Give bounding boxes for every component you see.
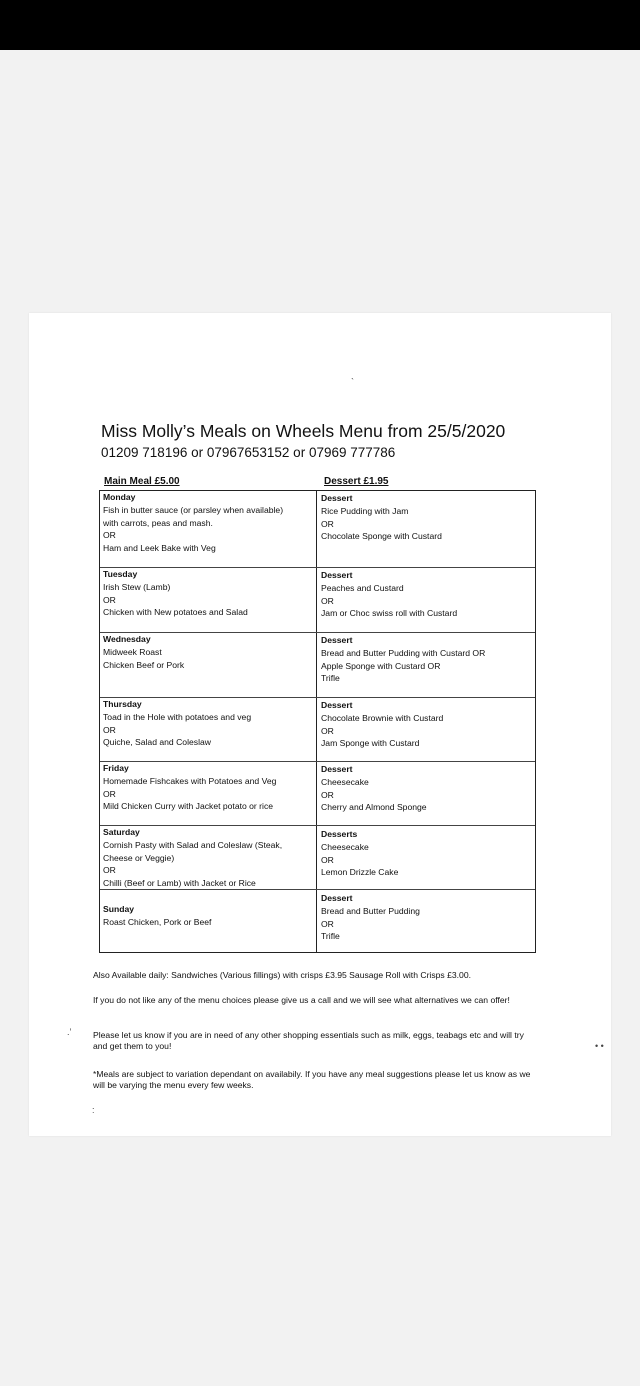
main-item: Roast Chicken, Pork or Beef — [103, 916, 212, 927]
phone-numbers: 01209 718196 or 07967653152 or 07969 777786 — [101, 445, 396, 460]
status-bar — [0, 0, 640, 50]
main-item: OR — [103, 788, 116, 799]
main-item: Chilli (Beef or Lamb) with Jacket or Rice — [103, 878, 256, 889]
day-name: Monday — [103, 492, 136, 502]
main-item: OR — [103, 594, 116, 605]
dessert-item: Chocolate Brownie with Custard — [321, 712, 444, 723]
dessert-item: Trifle — [321, 931, 340, 942]
main-item: Toad in the Hole with potatoes and veg — [103, 711, 252, 722]
dessert-item: Bread and Butter Pudding — [321, 905, 420, 916]
scan-speck: .’ — [67, 1027, 72, 1037]
dessert-title: Dessert — [321, 893, 353, 903]
main-item: Midweek Roast — [103, 646, 162, 657]
dessert-item: Cherry and Almond Sponge — [321, 802, 427, 813]
dessert-item: OR — [321, 918, 334, 929]
monday-mains — [103, 491, 283, 555]
dessert-item: Bread and Butter Pudding with Custard OR — [321, 647, 486, 658]
day-name: Friday — [103, 763, 129, 773]
sunday-mains — [103, 903, 211, 929]
dessert-title: Dessert — [321, 570, 353, 580]
dessert-item: Lemon Drizzle Cake — [321, 867, 399, 878]
dessert-item: OR — [321, 854, 334, 865]
main-item: Cheese or Veggie) — [103, 852, 175, 863]
dessert-item: Jam Sponge with Custard — [321, 738, 420, 749]
day-name: Tuesday — [103, 569, 138, 579]
main-item: Chicken with New potatoes and Salad — [103, 607, 248, 618]
main-item: Chicken Beef or Pork — [103, 659, 185, 670]
sunday-desserts — [321, 892, 420, 943]
main-item: Cornish Pasty with Salad and Coleslaw (Steak, — [103, 839, 283, 850]
main-item: Mild Chicken Curry with Jacket potato or rice — [103, 801, 274, 812]
column-divider — [316, 491, 317, 952]
main-item: Irish Stew (Lamb) — [103, 581, 171, 592]
daily-availability-note: Also Available daily: Sandwiches (Various fillings) with crisps £3.95 Sausage Roll with Crisps £3.00. — [93, 970, 471, 980]
saturday-mains — [103, 826, 282, 890]
page-title: Miss Molly’s Meals on Wheels Menu from 25/5/2020 — [101, 421, 506, 441]
dessert-item: Rice Pudding with Jam — [321, 505, 409, 516]
shopping-note: Please let us know if you are in need of any other shopping essentials such as milk, eggs, teabags etc and will try and get them to you! — [93, 1030, 524, 1051]
dessert-title: Dessert — [321, 700, 353, 710]
main-meal-header: Main Meal £5.00 — [104, 476, 180, 487]
dessert-item: Trifle — [321, 673, 340, 684]
day-name: Thursday — [103, 699, 142, 709]
main-item: with carrots, peas and mash. — [103, 517, 213, 528]
menu-document — [29, 313, 611, 1136]
friday-desserts — [321, 763, 427, 814]
dessert-item: Cheesecake — [321, 841, 369, 852]
dessert-title: Dessert — [321, 493, 353, 503]
dessert-header: Dessert £1.95 — [324, 476, 389, 487]
day-name: Saturday — [103, 827, 140, 837]
main-item: Quiche, Salad and Coleslaw — [103, 737, 211, 748]
dessert-item: Apple Sponge with Custard OR — [321, 660, 441, 671]
tuesday-mains — [103, 568, 248, 619]
dessert-item: Cheesecake — [321, 776, 369, 787]
dessert-item: OR — [321, 725, 334, 736]
dessert-item: Chocolate Sponge with Custard — [321, 531, 442, 542]
main-item: OR — [103, 530, 116, 541]
friday-mains — [103, 762, 276, 813]
scan-speck: • • — [595, 1041, 604, 1051]
dessert-title: Desserts — [321, 829, 358, 839]
saturday-desserts — [321, 828, 398, 879]
day-name: Wednesday — [103, 634, 151, 644]
main-item: Homemade Fishcakes with Potatoes and Veg — [103, 775, 277, 786]
thursday-mains — [103, 698, 251, 749]
wednesday-desserts — [321, 634, 485, 685]
tuesday-desserts — [321, 569, 457, 620]
monday-desserts — [321, 492, 442, 543]
thursday-desserts — [321, 699, 443, 750]
wednesday-mains — [103, 633, 184, 671]
dessert-title: Dessert — [321, 764, 353, 774]
menu-table — [99, 490, 536, 953]
dessert-item: OR — [321, 595, 334, 606]
dessert-item: OR — [321, 789, 334, 800]
scan-speck: : — [92, 1105, 95, 1115]
main-item: OR — [103, 724, 116, 735]
scan-speck: ` — [351, 377, 354, 387]
dessert-item: Jam or Choc swiss roll with Custard — [321, 608, 458, 619]
dessert-title: Dessert — [321, 635, 353, 645]
main-item: Fish in butter sauce (or parsley when available) — [103, 504, 284, 515]
main-item: OR — [103, 865, 116, 876]
dessert-item: OR — [321, 518, 334, 529]
dessert-item: Peaches and Custard — [321, 582, 404, 593]
day-name: Sunday — [103, 904, 135, 914]
alternatives-note: If you do not like any of the menu choices please give us a call and we will see what alternatives we can offer! — [93, 995, 510, 1005]
main-item: Ham and Leek Bake with Veg — [103, 543, 216, 554]
variation-note: *Meals are subject to variation dependant on availabily. If you have any meal suggestions please let us know as we will be varying the menu every few weeks. — [93, 1069, 531, 1090]
